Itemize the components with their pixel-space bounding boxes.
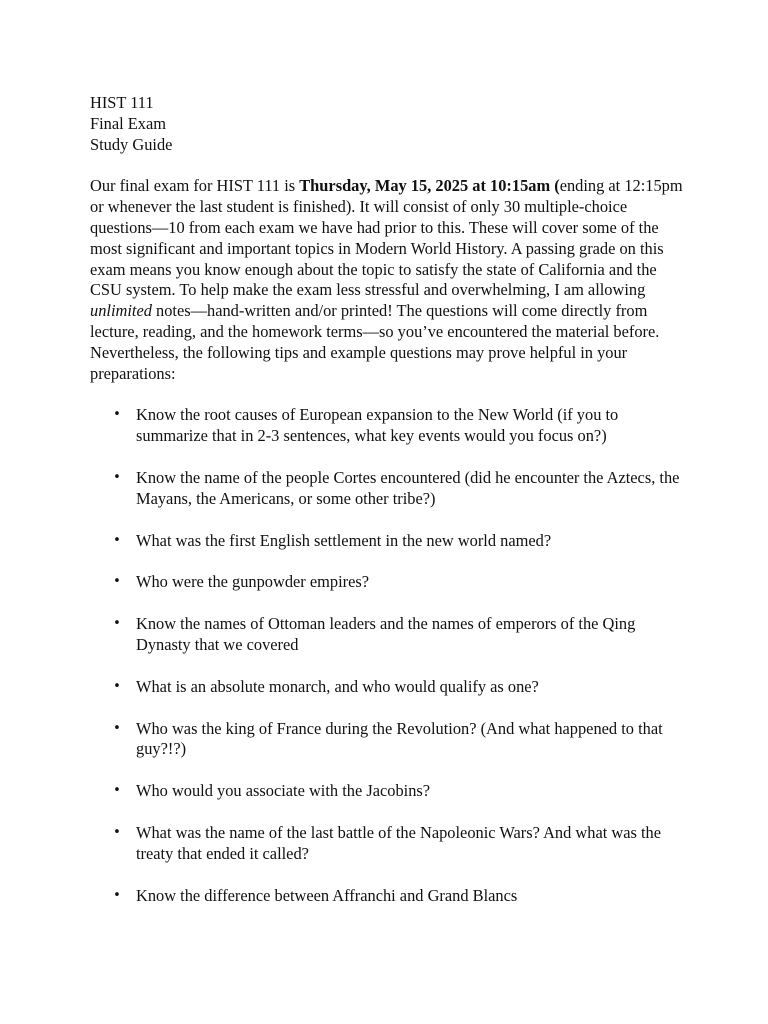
emphasis-unlimited: unlimited xyxy=(90,301,152,321)
question-text: Know the root causes of European expansion to the New World (if you to summarize that in 2-3 sentences, what key events would you focus on?) xyxy=(136,405,619,446)
document-page xyxy=(90,93,690,927)
list-item xyxy=(90,572,690,593)
list-item xyxy=(90,614,690,656)
document-header xyxy=(90,93,690,155)
course-code: HIST 111 xyxy=(90,93,154,112)
question-text: What was the name of the last battle of the Napoleonic Wars? And what was the treaty that ended it called? xyxy=(136,822,661,863)
question-text: Who was the king of France during the Revolution? (And what happened to that guy?!?) xyxy=(136,718,663,759)
question-text: Know the name of the people Cortes encountered (did he encounter the Aztecs, the Mayans, the Americans, or some other tribe?) xyxy=(136,467,680,508)
list-item xyxy=(90,886,690,907)
bullet-icon: • xyxy=(113,407,121,423)
study-questions-list xyxy=(90,405,690,906)
bullet-icon: • xyxy=(113,469,121,485)
question-text: Know the difference between Affranchi and Grand Blancs xyxy=(136,885,518,905)
bullet-icon: • xyxy=(113,720,121,736)
intro-paragraph xyxy=(90,176,690,384)
exam-date: Thursday, May 15, 2025 at 10:15am ( xyxy=(299,176,560,196)
list-item xyxy=(90,823,690,865)
bullet-icon: • xyxy=(113,887,121,903)
intro-text-start: Our final exam for HIST 111 is xyxy=(90,176,300,196)
question-text: Who would you associate with the Jacobins? xyxy=(136,781,431,801)
intro-text-end: notes—hand-written and/or printed! The questions will come directly from lecture, reading, and the homework terms—so you’ve encountered the material before. Nevertheless, the following tips and example questions may prove helpful in your preparations: xyxy=(90,301,660,383)
document-title: Final Exam xyxy=(90,113,167,133)
bullet-icon: • xyxy=(113,532,121,548)
bullet-icon: • xyxy=(113,783,121,799)
intro-text-middle: ending at 12:15pm or whenever the last student is finished). It will consist of only 30 multiple-choice questions—10 from each exam we have had prior to this. These will cover some of the most significant and important topics in Modern World History. A passing grade on this exam means you know enough about the topic to satisfy the state of California and the CSU system. To help make the exam less stressful and overwhelming, I am allowing xyxy=(90,176,683,300)
bullet-icon: • xyxy=(113,574,121,590)
list-item xyxy=(90,468,690,510)
question-text: Know the names of Ottoman leaders and the names of emperors of the Qing Dynasty that we covered xyxy=(136,614,636,654)
list-item xyxy=(90,781,690,802)
bullet-icon: • xyxy=(113,678,121,694)
document-subtitle: Study Guide xyxy=(90,134,173,154)
question-text: What was the first English settlement in the new world named? xyxy=(136,530,552,550)
question-text: Who were the gunpowder empires? xyxy=(136,572,370,592)
list-item xyxy=(90,405,690,447)
bullet-icon: • xyxy=(113,824,121,840)
list-item xyxy=(90,677,690,698)
list-item xyxy=(90,531,690,552)
bullet-icon: • xyxy=(113,616,121,632)
question-text: What is an absolute monarch, and who would qualify as one? xyxy=(136,676,539,696)
list-item xyxy=(90,719,690,761)
